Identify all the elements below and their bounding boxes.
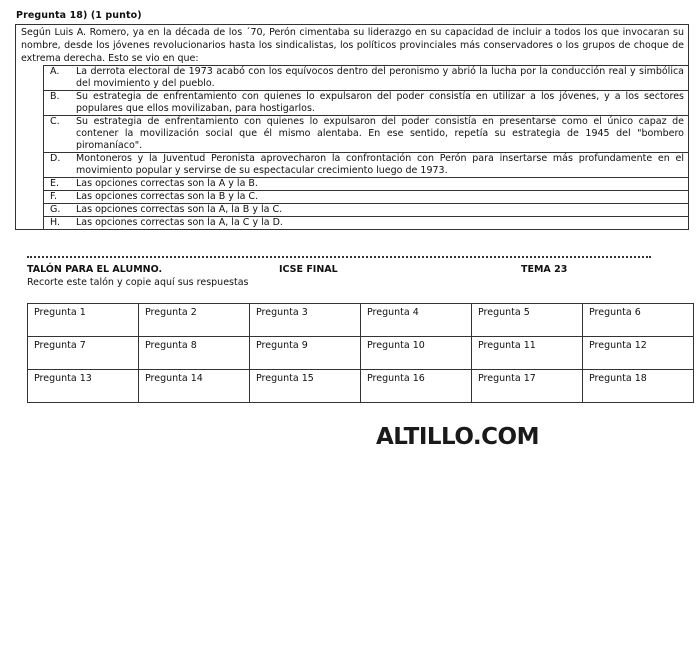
answer-cell[interactable]: Pregunta 10 <box>361 337 472 370</box>
option-text: Montoneros y la Juventud Peronista aprovecharon la confrontación con Perón para insertarse más profundamente en el movimiento popular y servirse de su espectacular crecimiento luego de 1973. <box>76 153 688 178</box>
option-text: Las opciones correctas son la A, la C y la D. <box>76 217 688 230</box>
answer-cell[interactable]: Pregunta 2 <box>139 304 250 337</box>
talon-instructions: Recorte este talón y copie aquí sus respuestas <box>27 277 249 288</box>
option-text: Su estrategia de enfrentamiento con quienes lo expulsaron del poder consistía en utilizar a los jóvenes, y a los sectores populares que ellos movilizaban, para hostigarlos. <box>76 91 688 116</box>
answer-cell[interactable]: Pregunta 1 <box>28 304 139 337</box>
answer-cell[interactable]: Pregunta 8 <box>139 337 250 370</box>
option-letter: B. <box>44 91 77 116</box>
answer-grid <box>27 303 694 403</box>
answer-row <box>28 337 694 370</box>
answer-cell[interactable]: Pregunta 14 <box>139 370 250 403</box>
answer-cell[interactable]: Pregunta 13 <box>28 370 139 403</box>
option-row <box>16 178 688 191</box>
answer-cell[interactable]: Pregunta 15 <box>250 370 361 403</box>
options-table <box>16 65 688 229</box>
option-letter: D. <box>44 153 77 178</box>
option-text: Las opciones correctas son la A, la B y la C. <box>76 204 688 217</box>
answer-cell[interactable]: Pregunta 12 <box>583 337 694 370</box>
answer-cell[interactable]: Pregunta 3 <box>250 304 361 337</box>
answer-cell[interactable]: Pregunta 11 <box>472 337 583 370</box>
answer-cell[interactable]: Pregunta 18 <box>583 370 694 403</box>
question-stem: Según Luis A. Romero, ya en la década de los ´70, Perón cimentaba su liderazgo en su capacidad de incluir a todos los que invocaran su nombre, desde los jóvenes revolucionarios hasta los sindicalistas, los políticos provinciales más conservadores o los grupos de choque de extrema derecha. Esto se vio en que: <box>21 27 684 64</box>
answer-cell[interactable]: Pregunta 6 <box>583 304 694 337</box>
option-text: Las opciones correctas son la A y la B. <box>76 178 688 191</box>
answer-cell[interactable]: Pregunta 5 <box>472 304 583 337</box>
option-text: Las opciones correctas son la B y la C. <box>76 191 688 204</box>
option-letter: E. <box>44 178 77 191</box>
option-letter: F. <box>44 191 77 204</box>
question-box <box>15 24 689 230</box>
option-letter: C. <box>44 116 77 153</box>
answer-cell[interactable]: Pregunta 7 <box>28 337 139 370</box>
tema-label: TEMA 23 <box>521 264 568 275</box>
answer-cell[interactable]: Pregunta 9 <box>250 337 361 370</box>
altillo-logo: ALTILLO.COM <box>376 424 539 450</box>
option-letter: H. <box>44 217 77 230</box>
question-title: Pregunta 18) (1 punto) <box>16 10 142 21</box>
cut-line <box>27 256 651 258</box>
option-row <box>16 116 688 153</box>
option-letter: A. <box>44 66 77 91</box>
answer-cell[interactable]: Pregunta 4 <box>361 304 472 337</box>
answer-cell[interactable]: Pregunta 17 <box>472 370 583 403</box>
option-text: Su estrategia de enfrentamiento con quienes lo expulsaron del poder consistía en presentarse como el único capaz de contener la movilización social que él mismo alentaba. En ese sentido, repetía su estrategia de 1945 del "bombero piromaníaco". <box>76 116 688 153</box>
answer-row <box>28 304 694 337</box>
option-row <box>16 191 688 204</box>
answer-row <box>28 370 694 403</box>
option-row <box>16 204 688 217</box>
talon-title: TALÓN PARA EL ALUMNO. <box>27 264 163 275</box>
option-text: La derrota electoral de 1973 acabó con los equívocos dentro del peronismo y abrió la lucha por la conducción real y simbólica del movimiento y del pueblo. <box>76 66 688 91</box>
option-row <box>16 153 688 178</box>
option-letter: G. <box>44 204 77 217</box>
option-row <box>16 217 688 230</box>
option-row <box>16 66 688 91</box>
answer-cell[interactable]: Pregunta 16 <box>361 370 472 403</box>
option-row <box>16 91 688 116</box>
exam-name: ICSE FINAL <box>279 264 338 275</box>
